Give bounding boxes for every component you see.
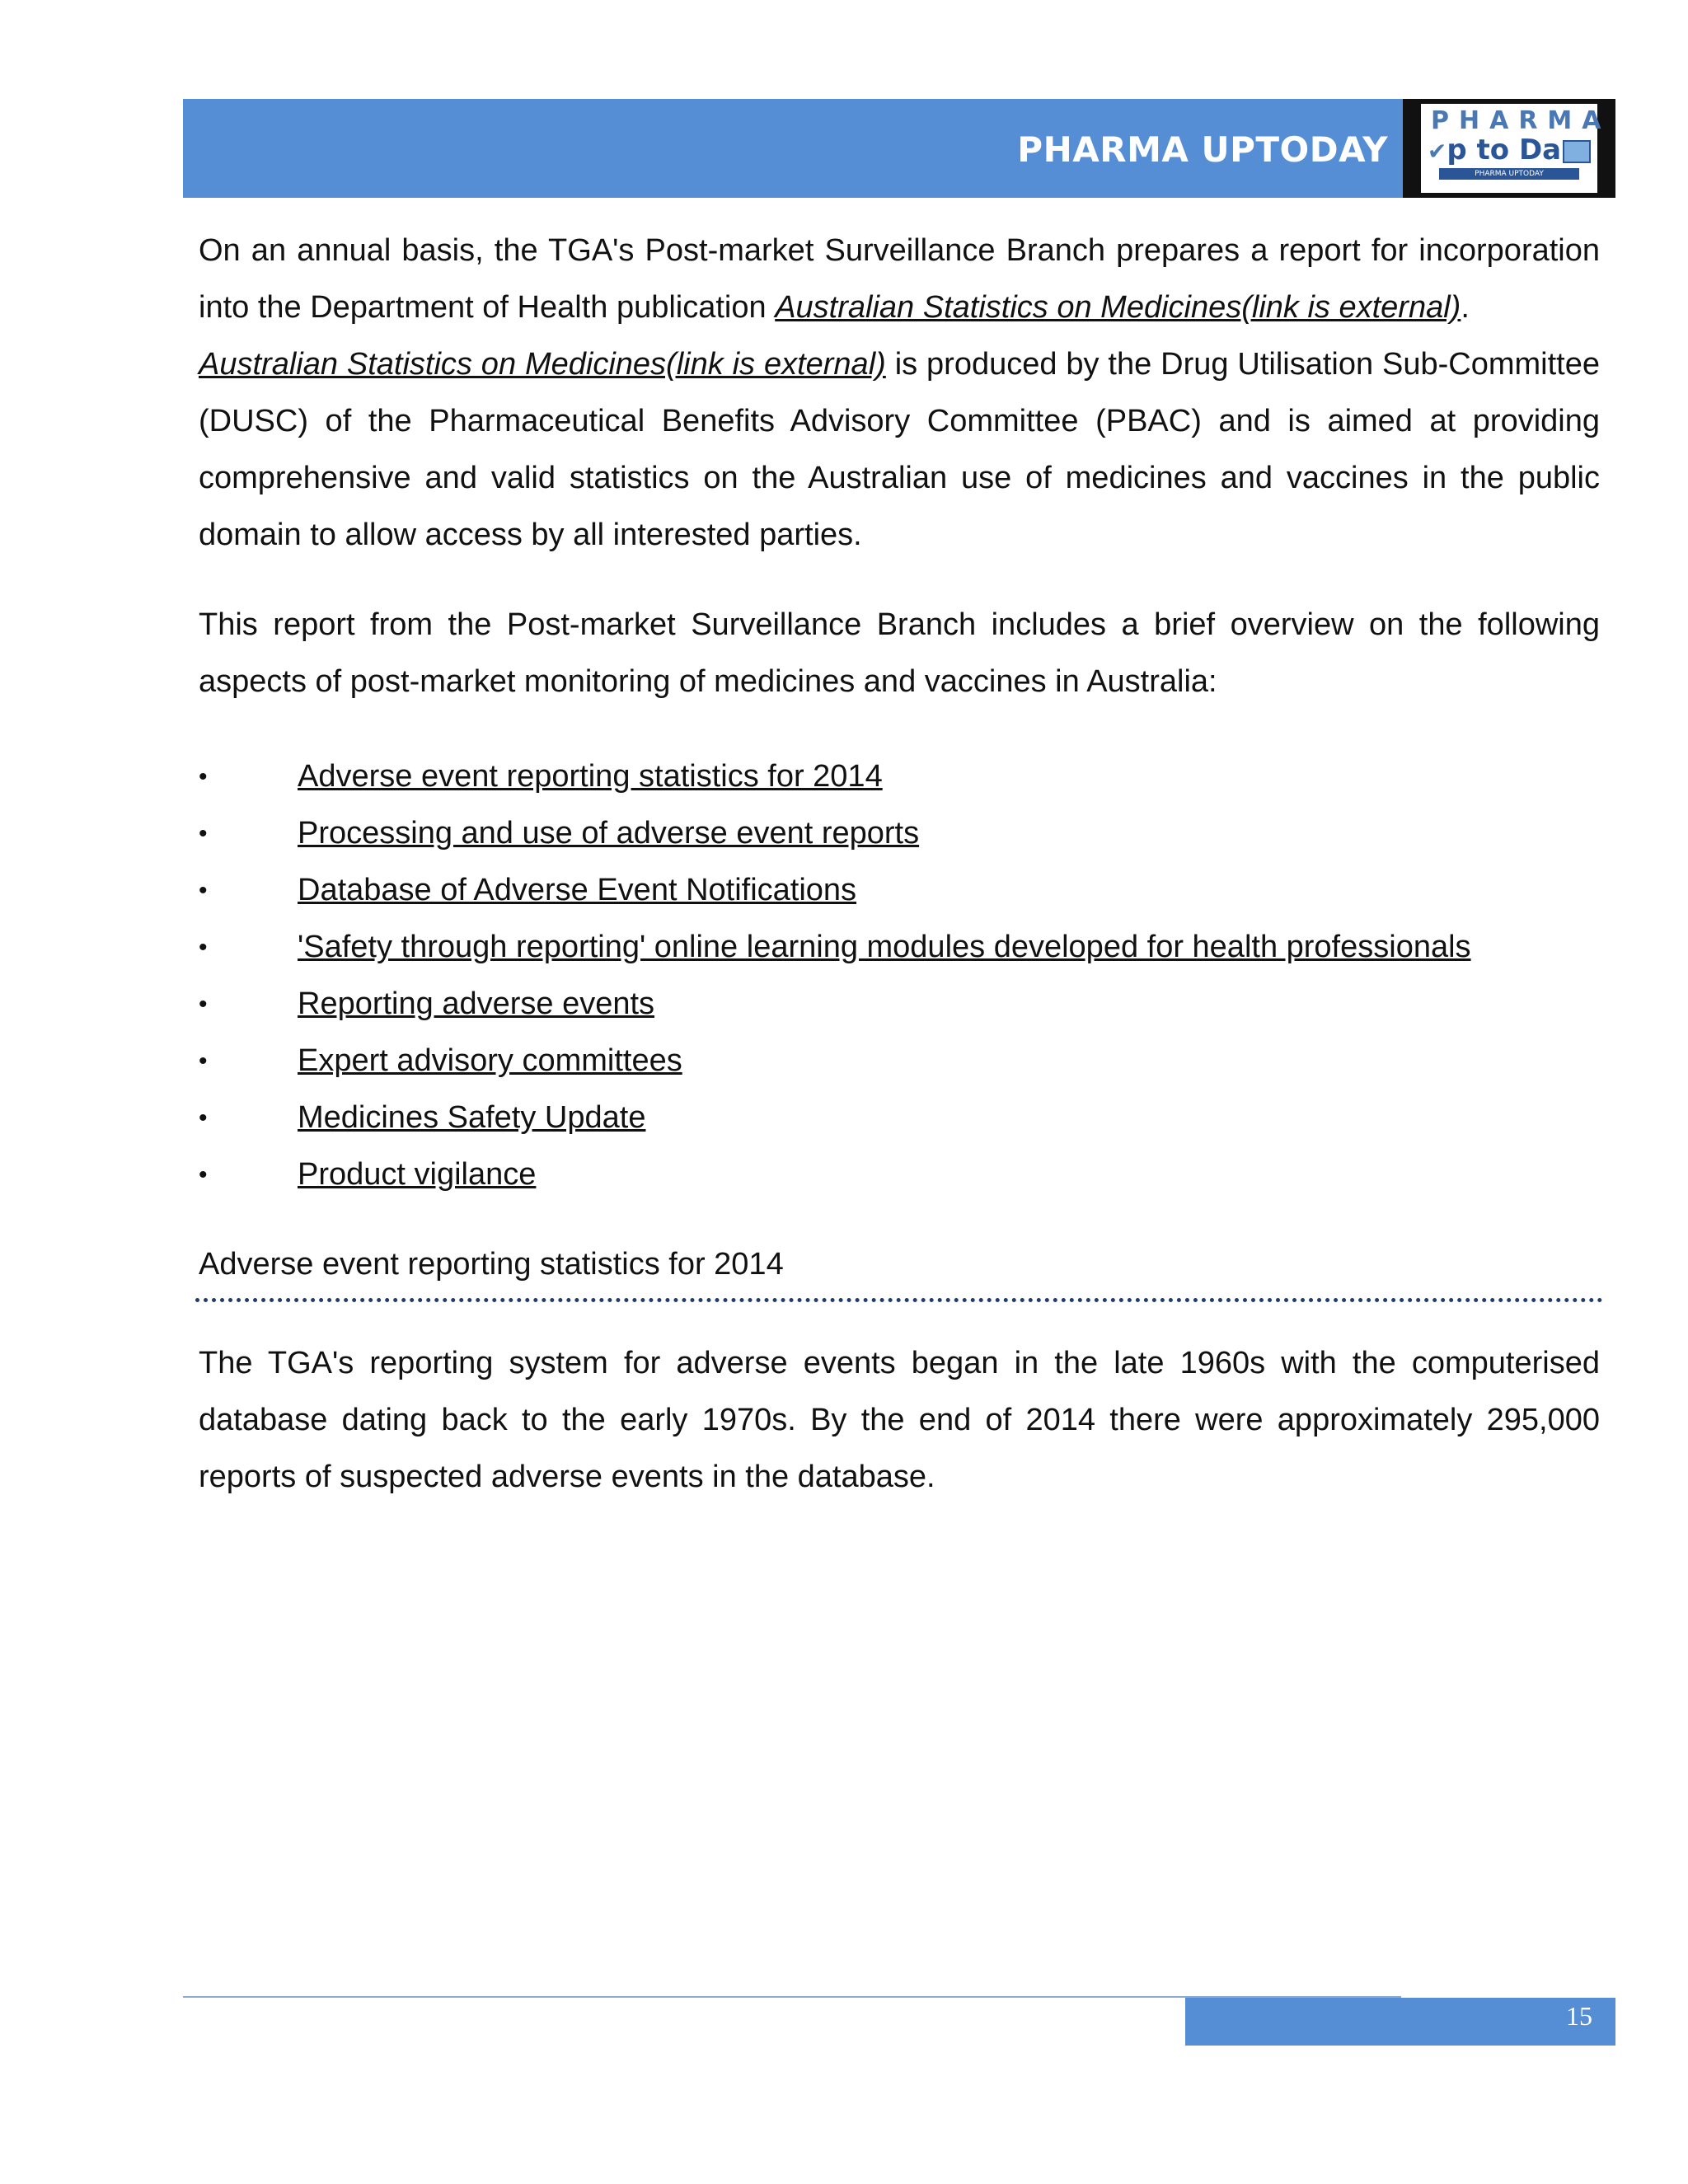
topic-link-list (199, 748, 1600, 1203)
bullet: • (199, 934, 208, 961)
logo-inner (1421, 104, 1611, 193)
list-item (199, 748, 1600, 805)
bullet: • (199, 877, 208, 904)
list-item (199, 976, 1600, 1033)
link-adverse-event-statistics[interactable]: Adverse event reporting statistics for 2014 (298, 759, 883, 794)
section-heading: Adverse event reporting statistics for 2014 (199, 1247, 784, 1282)
logo-mid (1421, 135, 1597, 166)
logo-top-text: PHARMA (1431, 106, 1611, 135)
list-item (199, 805, 1600, 862)
logo-sub-text: PHARMA UPTODAY (1439, 168, 1579, 180)
link-expert-committees[interactable]: Expert advisory committees (298, 1043, 682, 1078)
paragraph-statistics: The TGA's reporting system for adverse events began in the late 1960s with the computerised database dating back to the early 1970s. By the end of 2014 there were approximately 295,000 reports of suspected adverse events in the database. (199, 1346, 1600, 1494)
link-product-vigilance[interactable]: Product vigilance (298, 1157, 537, 1192)
external-link-asm-2[interactable]: Australian Statistics on Medicines(link is external) (199, 347, 886, 382)
book-icon (1563, 140, 1591, 163)
link-medicines-safety-update[interactable]: Medicines Safety Update (298, 1100, 646, 1135)
section-divider (195, 1298, 1603, 1302)
paragraph-intro (199, 223, 1600, 336)
logo (1403, 99, 1615, 198)
bullet: • (199, 763, 208, 790)
list-item (199, 862, 1600, 919)
link-processing-reports[interactable]: Processing and use of adverse event reports (298, 816, 920, 851)
header-bar (183, 99, 1403, 198)
external-link-asm-1[interactable]: Australian Statistics on Medicines(link is external) (775, 290, 1461, 325)
intro-text: On an annual basis, the TGA's Post-market Surveillance Branch prepares a report for incorporation into the Department of Health publication (199, 233, 1600, 325)
paragraph-dusc (199, 336, 1600, 564)
link-reporting-adverse-events[interactable]: Reporting adverse events (298, 987, 655, 1021)
intro-end: . (1461, 290, 1470, 325)
logo-mid-text: p to Da (1447, 134, 1562, 166)
bullet: • (199, 991, 208, 1018)
dusc-text: is produced by the Drug Utilisation Sub-Committee (DUSC) of the Pharmaceutical Benefits Advisory Committee (PBAC) and is aimed at providing comprehensive and valid statistics on the Australian use of medicines and vaccines in the public domain to allow access by all interested parties. (199, 347, 1600, 552)
paragraph-overview: This report from the Post-market Surveillance Branch includes a brief overview on the following aspects of post-market monitoring of medicines and vaccines in Australia: (199, 607, 1600, 699)
bullet: • (199, 1161, 208, 1188)
list-item (199, 1090, 1600, 1146)
list-item (199, 1146, 1600, 1203)
link-daen-database[interactable]: Database of Adverse Event Notifications (298, 873, 857, 907)
checkmark-icon: ✔ (1427, 138, 1447, 165)
link-learning-modules[interactable]: 'Safety through reporting' online learning modules developed for health professionals (298, 930, 1471, 964)
page-content (199, 223, 1600, 1506)
bullet: • (199, 820, 208, 847)
list-item (199, 919, 1600, 976)
page-number-box (1185, 1998, 1615, 2046)
header-title: PHARMA UPTODAY (1017, 129, 1388, 170)
list-item (199, 1033, 1600, 1090)
bullet: • (199, 1047, 208, 1075)
bullet: • (199, 1104, 208, 1132)
page-number: 15 (1566, 2001, 1592, 2031)
